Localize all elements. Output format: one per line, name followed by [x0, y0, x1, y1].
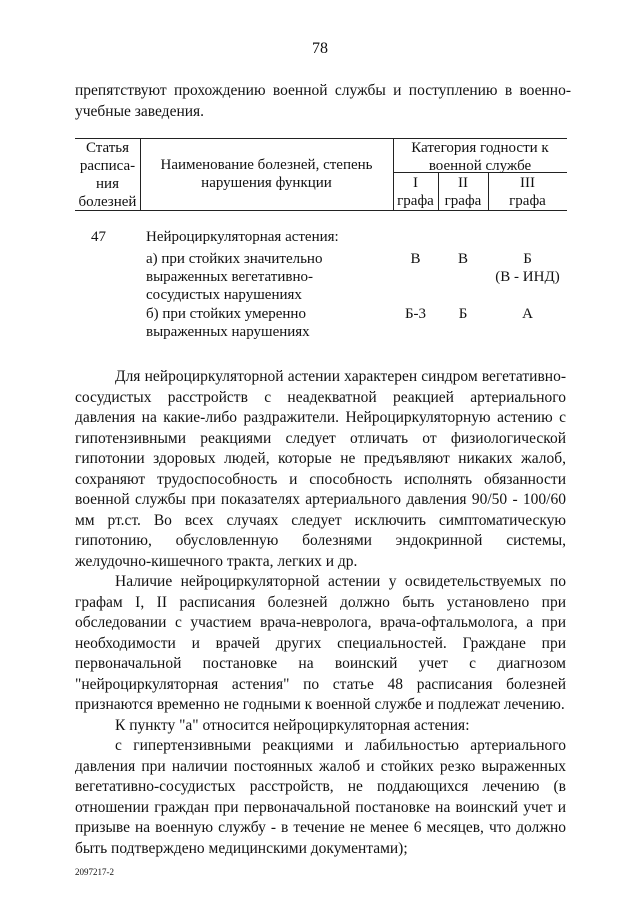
row-a-grafa-3 [488, 250, 567, 286]
paragraph: Для нейроциркуляторной астении характерен синдром вегетативно-сосудистых расстройств с неадекватной реакцией артериального давления на какие-либо раздражители. Нейроциркуляторную астению с гипотензивными реакциями следует отличать от физиологической гипотонии здоровых людей, которые не предъявляют никаких жалоб, сохраняют трудоспособность и способность исполнять обязанности военной службы при показателях артериального давления 90/50 - 100/60 мм рт.ст. Во всех случаях следует исключить симптоматическую гипотонию, обусловленную болезнями эндокринной системы, желудочно-кишечного тракта, легких и др. [75, 368, 566, 570]
row-a-grafa-3-line: Б [523, 251, 532, 267]
header-article-line: Статья [85, 140, 130, 156]
paragraph: Наличие нейроциркуляторной астении у освидетельствуемых по графам I, II расписания болезней должно быть установлено при обследовании с участием врача-невролога, врача-офтальмолога, а при необходимости и врачей других специальностей. Граждане при первоначальной постановке на воинский учет с диагнозом "нейроциркуляторная астения" по статье 48 расписания болезней признаются временно не годными к военной службе и подлежат лечению. [75, 573, 566, 713]
row-a-line: выраженных вегетативно- [146, 269, 313, 285]
page-number: 78 [312, 40, 328, 57]
document-code: 2097217-2 [75, 867, 114, 877]
header-article-line: ния [96, 176, 119, 192]
grafa-2-label: графа [444, 193, 482, 209]
disease-title: Нейроциркуляторная астения: [146, 229, 339, 245]
intro-text: препятствуют прохождению военной службы и поступлению в военно-учебные заведения. [75, 82, 571, 120]
header-article-line: болезней [78, 194, 137, 210]
grafa-3-number: III [520, 175, 535, 191]
row-b-grafa-1: Б-3 [404, 306, 427, 322]
header-grafa-2 [438, 174, 488, 210]
paragraph: К пункту "а" относится нейроциркуляторная астения: [115, 716, 470, 734]
header-category-line: Категория годности к [411, 140, 549, 156]
grafa-2-number: II [458, 175, 468, 191]
header-disease-line: нарушения функции [201, 175, 332, 191]
paragraph: с гипертензивными реакциями и лабильностью артериального давления при наличии постоянных жалоб и стойких резко выраженных вегетативно-сосудистых расстройств, не поддающихся лечению (в отношении граждан при первоначальной постановке на воинский учет и призыве на военную службу - в течение не менее 6 месяцев, что должно быть подтверждено медицинскими документами); [75, 737, 566, 857]
grafa-1-label: графа [397, 193, 434, 209]
header-grafa-3 [488, 174, 567, 210]
row-b-description [146, 305, 310, 341]
row-a-line: сосудистых нарушениях [146, 287, 302, 303]
table-header-bottom-rule [75, 210, 567, 211]
grafa-3-label: графа [509, 193, 546, 209]
row-a-grafa-1: В [410, 251, 421, 267]
header-category-line: военной службе [428, 158, 532, 174]
row-b-grafa-3: А [522, 306, 533, 322]
row-a-line: а) при стойких значительно [146, 251, 323, 267]
row-a-grafa-3-line: (В - ИНД) [495, 269, 560, 285]
article-number: 47 [91, 229, 106, 245]
header-article [75, 139, 140, 211]
header-grafa-1 [393, 174, 438, 210]
grafa-1-number: I [413, 175, 418, 191]
header-disease-line: Наименование болезней, степень [160, 157, 373, 173]
row-a-grafa-2: В [457, 251, 468, 267]
header-article-line: расписа- [79, 158, 136, 174]
body-text [75, 367, 566, 859]
row-b-grafa-2: Б [458, 306, 468, 322]
row-b-line: б) при стойких умеренно [146, 306, 306, 322]
row-a-description [146, 250, 322, 304]
header-category [393, 139, 567, 175]
header-disease-name [140, 156, 393, 192]
row-b-line: выраженных нарушениях [146, 324, 310, 340]
